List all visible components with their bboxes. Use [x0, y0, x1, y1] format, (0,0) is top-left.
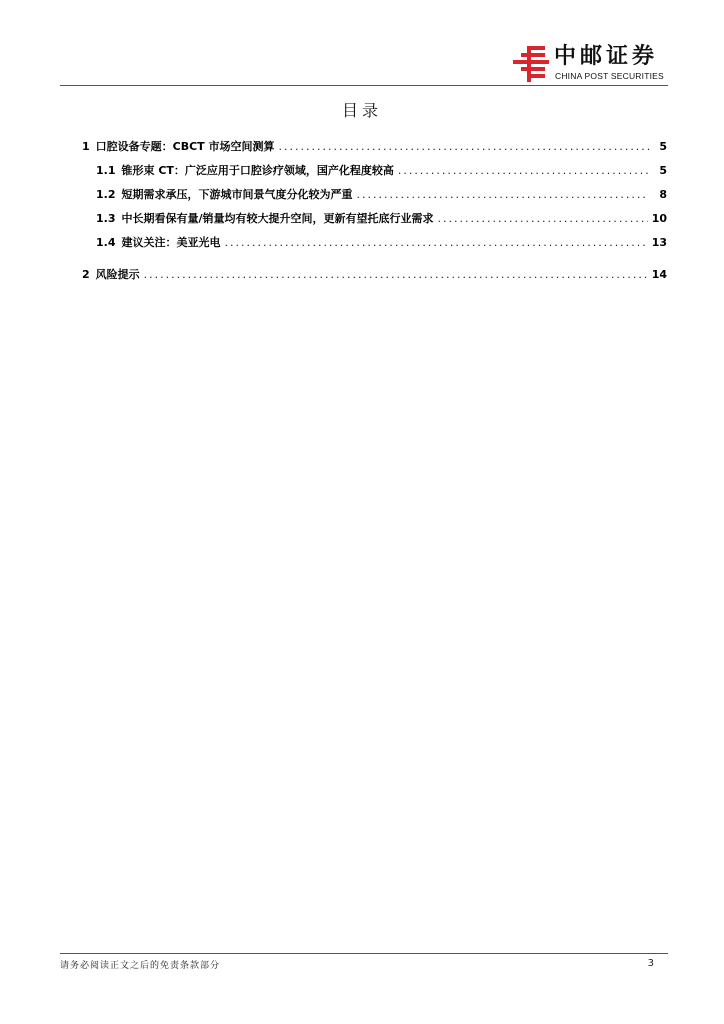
- toc-entry-number: 2: [82, 268, 90, 281]
- toc-entry-number: 1.2: [96, 188, 116, 201]
- china-post-logo-icon: [511, 44, 551, 84]
- toc-entry-1-2[interactable]: [96, 186, 667, 204]
- toc-entry-page: 8: [659, 188, 667, 201]
- toc-leader-dots: [144, 268, 648, 281]
- toc-entry-page: 13: [651, 236, 667, 249]
- toc-entry-1[interactable]: [82, 138, 667, 156]
- page-number: 3: [647, 958, 654, 969]
- toc-leader-dots: [279, 140, 649, 153]
- toc-entry-title: 短期需求承压，下游城市间景气度分化较为严重: [121, 188, 353, 201]
- toc-leader-dots: [357, 188, 650, 201]
- toc-entry-page: 10: [651, 212, 667, 225]
- toc-entry-page: 5: [659, 164, 667, 177]
- toc-leader-dots: [438, 212, 648, 225]
- toc-entry-title: 锥形束 CT：广泛应用于口腔诊疗领域，国产化程度较高: [121, 164, 394, 177]
- toc-entry-1-3[interactable]: [96, 210, 667, 228]
- toc-leader-dots: [398, 164, 649, 177]
- toc-entry-title: 风险提示: [95, 268, 140, 281]
- page-footer: [60, 953, 668, 977]
- toc-entry-title: 中长期看保有量/销量均有较大提升空间，更新有望托底行业需求: [121, 212, 434, 225]
- toc-entry-page: 14: [651, 268, 667, 281]
- toc-leader-dots: [225, 236, 648, 249]
- disclaimer-note: 请务必阅读正文之后的免责条款部分: [60, 961, 221, 971]
- toc-entry-number: 1.1: [96, 164, 116, 177]
- toc-entry-1-4[interactable]: [96, 234, 667, 252]
- toc-entry-number: 1.3: [96, 212, 116, 225]
- toc-entry-number: 1: [82, 140, 90, 153]
- toc-entry-number: 1.4: [96, 236, 116, 249]
- toc-entry-title: 口腔设备专题：CBCT 市场空间测算: [95, 140, 275, 153]
- toc-title: 目录: [341, 101, 382, 120]
- brand-name-cn: 中邮证券: [554, 44, 659, 69]
- toc-entry-title: 建议关注：美亚光电: [121, 236, 221, 249]
- toc-entry-1-1[interactable]: [96, 162, 667, 180]
- page-header: [60, 38, 668, 86]
- toc-entry-2[interactable]: [82, 266, 667, 284]
- brand-name-en: CHINA POST SECURITIES: [555, 71, 664, 81]
- toc-entry-page: 5: [659, 140, 667, 153]
- company-logo: [511, 44, 666, 84]
